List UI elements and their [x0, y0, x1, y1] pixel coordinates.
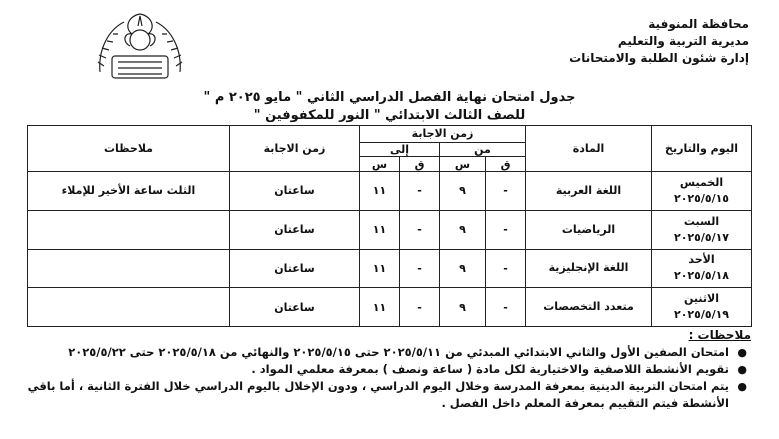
header-to-minute: ق — [400, 157, 440, 172]
note-text: تقويم الأنشطة اللاصفية والاختيارية لكل مادة ( ساعة ونصف ) بمعرفة معلمي المواد . — [251, 362, 729, 376]
header-line-governorate: محافظة المنوفية — [648, 17, 749, 31]
day-date-cell — [652, 172, 752, 211]
exam-date: ٢٠٢٥/٥/١٨ — [673, 269, 730, 283]
day-date-cell — [652, 210, 752, 249]
notes-cell — [28, 210, 230, 249]
day-date-cell — [652, 288, 752, 327]
note-item — [23, 361, 747, 378]
subject-cell: الرياضيات — [526, 210, 652, 249]
to-minute-cell: - — [400, 249, 440, 288]
exam-date: ٢٠٢٥/٥/١٧ — [673, 230, 730, 244]
to-minute-cell: - — [400, 210, 440, 249]
to-minute-cell: - — [400, 288, 440, 327]
header-answer-time: زمن الاجابة — [360, 126, 526, 143]
note-item — [23, 344, 747, 361]
bullet-icon: ● — [737, 380, 747, 393]
to-hour-cell: ١١ — [360, 172, 400, 211]
notes-title: ملاحظات : — [688, 328, 751, 342]
subject-cell: متعدد التخصصات — [526, 288, 652, 327]
table-row — [28, 249, 752, 288]
header-from: من — [440, 142, 526, 157]
to-hour-cell: ١١ — [360, 249, 400, 288]
subject-cell: اللغة العربية — [526, 172, 652, 211]
duration-cell: ساعتان — [230, 172, 360, 211]
note-item — [23, 378, 747, 412]
duration-cell: ساعتان — [230, 210, 360, 249]
to-hour-cell: ١١ — [360, 210, 400, 249]
day-name: الاثنين — [684, 292, 719, 306]
to-minute-cell: - — [400, 172, 440, 211]
day-name: السبت — [683, 214, 720, 228]
from-minute-cell: - — [486, 172, 526, 211]
exam-date: ٢٠٢٥/٥/١٩ — [673, 308, 730, 322]
from-minute-cell: - — [486, 288, 526, 327]
notes-list — [23, 344, 751, 412]
note-text: امتحان الصفين الأول والثاني الابتدائي المبدئي من ٢٠٢٥/٥/١١ حتى ٢٠٢٥/٥/١٥ والنهائي من ٢٠٢٥/٥/١٨ حتى ٢٠٢٥/٥/٢٢ — [68, 345, 729, 359]
day-name: الخميس — [679, 175, 724, 189]
bullet-icon: ● — [737, 346, 747, 359]
notes-cell — [28, 288, 230, 327]
subject-cell: اللغة الإنجليزية — [526, 249, 652, 288]
notes-cell — [28, 249, 230, 288]
from-hour-cell: ٩ — [440, 210, 486, 249]
header-authority — [509, 16, 749, 67]
from-minute-cell: - — [486, 249, 526, 288]
from-hour-cell: ٩ — [440, 288, 486, 327]
notes-section — [23, 327, 751, 412]
note-text: يتم امتحان التربية الدينية بمعرفة المدرسة وخلال اليوم الدراسي ، ودون الإخلال باليوم الدراسي خلال الفترة الثانية ، أما باقي الأنشطة فيتم التقييم بمعرفة المعلم داخل الفصل . — [27, 379, 729, 410]
table-row — [28, 288, 752, 327]
header-from-minute: ق — [486, 157, 526, 172]
egypt-education-emblem-icon — [88, 6, 192, 88]
notes-cell: الثلث ساعة الأخير للإملاء — [28, 172, 230, 211]
from-minute-cell: - — [486, 210, 526, 249]
header-duration: زمن الاجابة — [230, 126, 360, 172]
from-hour-cell: ٩ — [440, 172, 486, 211]
to-hour-cell: ١١ — [360, 288, 400, 327]
day-date-cell — [652, 249, 752, 288]
header-from-hour: س — [440, 157, 486, 172]
duration-cell: ساعتان — [230, 288, 360, 327]
header-subject: المادة — [526, 126, 652, 172]
header-to: إلى — [360, 142, 440, 157]
schedule-title: جدول امتحان نهاية الفصل الدراسي الثاني " مايو ٢٠٢٥ م " — [203, 90, 576, 105]
bullet-icon: ● — [737, 363, 747, 376]
day-name: الأحد — [688, 253, 715, 267]
from-hour-cell: ٩ — [440, 249, 486, 288]
exam-date: ٢٠٢٥/٥/١٥ — [673, 191, 730, 205]
schedule-subtitle: للصف الثالث الابتدائي " النور للمكفوفين " — [253, 108, 526, 123]
table-row — [28, 210, 752, 249]
exam-schedule-table — [27, 125, 752, 327]
header-notes: ملاحظات — [28, 126, 230, 172]
header-day-date: اليوم والتاريخ — [652, 126, 752, 172]
header-line-directorate: مديرية التربية والتعليم — [617, 34, 749, 48]
duration-cell: ساعتان — [230, 249, 360, 288]
header-to-hour: س — [360, 157, 400, 172]
table-row — [28, 172, 752, 211]
header-line-department: إدارة شئون الطلبة والامتحانات — [569, 51, 749, 65]
